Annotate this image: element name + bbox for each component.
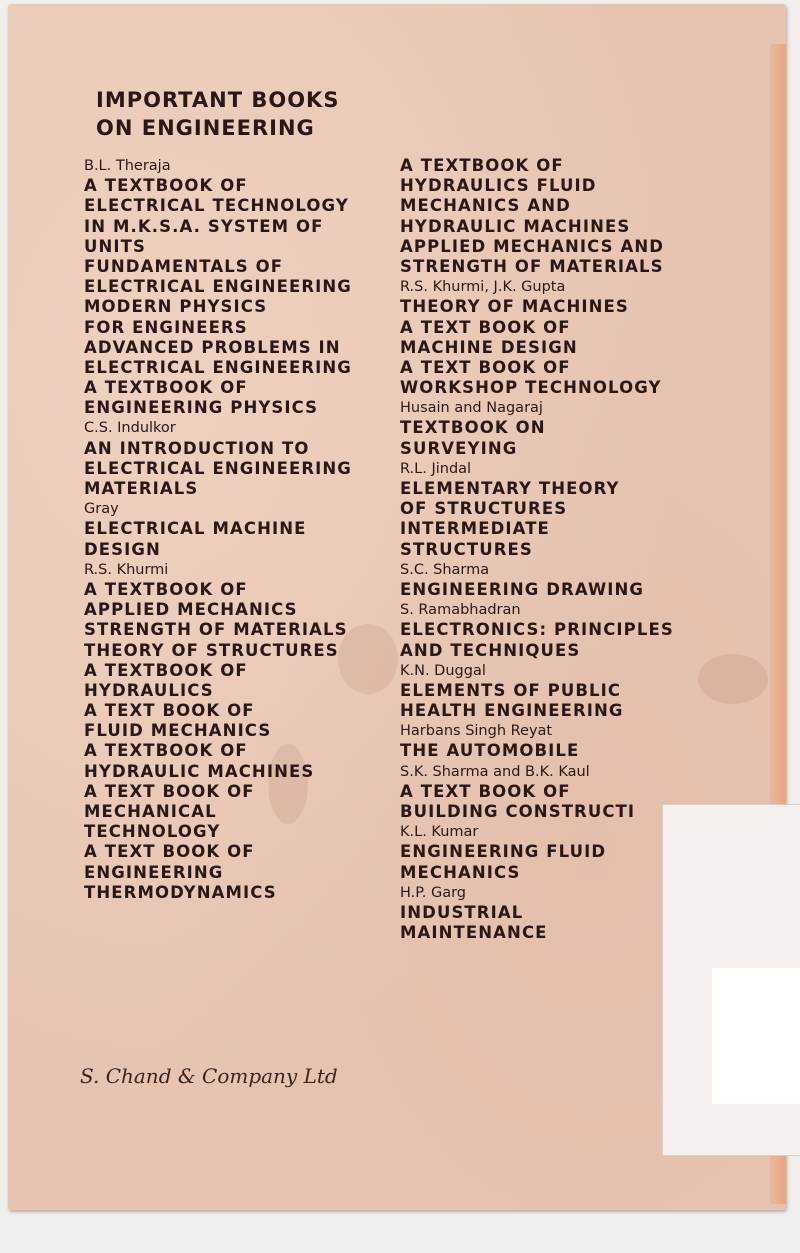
book-title-line: INDUSTRIAL <box>400 902 524 922</box>
book-title-line: UNITS <box>84 236 146 256</box>
author-name: S.C. Sharma <box>400 561 490 578</box>
book-title-line: ELECTRICAL MACHINE <box>84 519 307 539</box>
book-title-line: ELECTRONICS: PRINCIPLES <box>400 620 674 640</box>
library-sticker-inner <box>712 968 800 1104</box>
publisher-name: S. Chand & Company Ltd <box>80 1064 338 1088</box>
book-title-line: HYDRAULICS FLUID <box>400 176 597 196</box>
book-title-line: OF STRUCTURES <box>400 499 568 519</box>
author-name: K.N. Duggal <box>400 662 486 679</box>
book-title-line: AN INTRODUCTION TO <box>84 438 310 458</box>
book-title-line: MECHANICS AND <box>400 196 571 216</box>
book-title-line: MATERIALS <box>84 479 199 498</box>
book-title-line: FLUID MECHANICS <box>84 721 272 741</box>
author-name: H.P. Garg <box>400 884 466 901</box>
book-title-line: A TEXTBOOK OF <box>84 579 248 599</box>
book-title-line: TEXTBOOK ON <box>400 418 546 438</box>
book-title-line: MECHANICS <box>400 862 521 882</box>
book-title-line: HYDRAULIC MACHINES <box>400 216 631 236</box>
author-name: Gray <box>84 501 119 518</box>
heading-line-2: ON ENGINEERING <box>96 116 315 140</box>
book-title-line: A TEXT BOOK OF <box>84 781 255 801</box>
book-title-line: A TEXT BOOK OF <box>84 842 255 862</box>
book-title-line: MAINTENANCE <box>400 923 548 943</box>
book-title-line: HYDRAULIC MACHINES <box>84 761 315 781</box>
book-title-line: ELEMENTARY THEORY <box>400 479 620 498</box>
book-title-line: STRUCTURES <box>400 539 533 559</box>
author-name: R.S. Khurmi <box>84 561 169 578</box>
book-title-line: THEORY OF STRUCTURES <box>84 640 339 660</box>
book-title-line: A TEXT BOOK OF <box>400 357 571 377</box>
author-name: S. Ramabhadran <box>400 602 521 619</box>
book-title-line: WORKSHOP TECHNOLOGY <box>400 378 662 398</box>
book-title-line: AND TECHNIQUES <box>400 640 581 660</box>
book-title-line: THEORY OF MACHINES <box>400 297 629 317</box>
book-title-line: INTERMEDIATE <box>400 519 550 539</box>
book-title-line: FOR ENGINEERS <box>84 317 248 337</box>
book-title-line: FUNDAMENTALS OF <box>84 256 284 276</box>
book-title-line: ADVANCED PROBLEMS IN <box>84 337 341 357</box>
book-title-line: ELECTRICAL ENGINEERING <box>84 357 352 377</box>
book-title-line: BUILDING CONSTRUCTI <box>400 802 636 821</box>
book-title-line: A TEXTBOOK OF <box>84 176 248 196</box>
book-title-line: STRENGTH OF MATERIALS <box>84 620 348 640</box>
book-title-line: TECHNOLOGY <box>84 822 221 842</box>
book-title-line: A TEXTBOOK OF <box>400 156 564 175</box>
book-title-line: IN M.K.S.A. SYSTEM OF <box>84 216 324 236</box>
paper-stain <box>698 654 768 704</box>
book-title-line: APPLIED MECHANICS AND <box>400 236 665 256</box>
book-title-line: A TEXT BOOK OF <box>400 317 571 337</box>
book-title-line: A TEXT BOOK OF <box>400 781 571 801</box>
book-title-line: ELECTRICAL TECHNOLOGY <box>84 196 349 216</box>
author-name: C.S. Indulkor <box>84 420 176 437</box>
book-title-line: ELECTRICAL ENGINEERING <box>84 458 352 478</box>
author-name: B.L. Theraja <box>84 158 171 174</box>
book-title-line: THERMODYNAMICS <box>84 882 277 902</box>
book-title-line: A TEXTBOOK OF <box>84 741 248 761</box>
heading-line-1: IMPORTANT BOOKS <box>96 88 340 112</box>
left-book-list <box>84 156 352 903</box>
author-name: Harbans Singh Reyat <box>400 723 553 740</box>
book-title-line: HYDRAULICS <box>84 680 214 700</box>
book-title-line: HEALTH ENGINEERING <box>400 701 624 721</box>
author-name: R.S. Khurmi, J.K. Gupta <box>400 279 566 296</box>
book-title-line: A TEXTBOOK OF <box>84 660 248 680</box>
book-title-line: STRENGTH OF MATERIALS <box>400 256 664 276</box>
book-title-line: A TEXTBOOK OF <box>84 378 248 398</box>
book-title-line: ENGINEERING PHYSICS <box>84 398 319 418</box>
page-heading <box>96 86 339 142</box>
author-name: S.K. Sharma and B.K. Kaul <box>400 763 590 780</box>
author-name: R.L. Jindal <box>400 460 472 477</box>
book-title-line: SURVEYING <box>400 438 518 458</box>
right-book-list <box>400 156 674 943</box>
author-name: K.L. Kumar <box>400 824 479 841</box>
book-title-line: ENGINEERING FLUID <box>400 842 607 862</box>
book-title-line: DESIGN <box>84 539 161 559</box>
book-title-line: ENGINEERING DRAWING <box>400 579 645 599</box>
book-title-line: THE AUTOMOBILE <box>400 741 580 761</box>
book-title-line: ENGINEERING <box>84 862 224 882</box>
book-title-line: ELECTRICAL ENGINEERING <box>84 277 352 297</box>
book-title-line: MACHINE DESIGN <box>400 337 578 357</box>
author-name: Husain and Nagaraj <box>400 400 543 417</box>
book-title-line: MECHANICAL <box>84 802 217 821</box>
book-title-line: APPLIED MECHANICS <box>84 600 298 620</box>
book-title-line: MODERN PHYSICS <box>84 297 268 317</box>
book-title-line: A TEXT BOOK OF <box>84 701 255 721</box>
book-title-line: ELEMENTS OF PUBLIC <box>400 680 622 700</box>
